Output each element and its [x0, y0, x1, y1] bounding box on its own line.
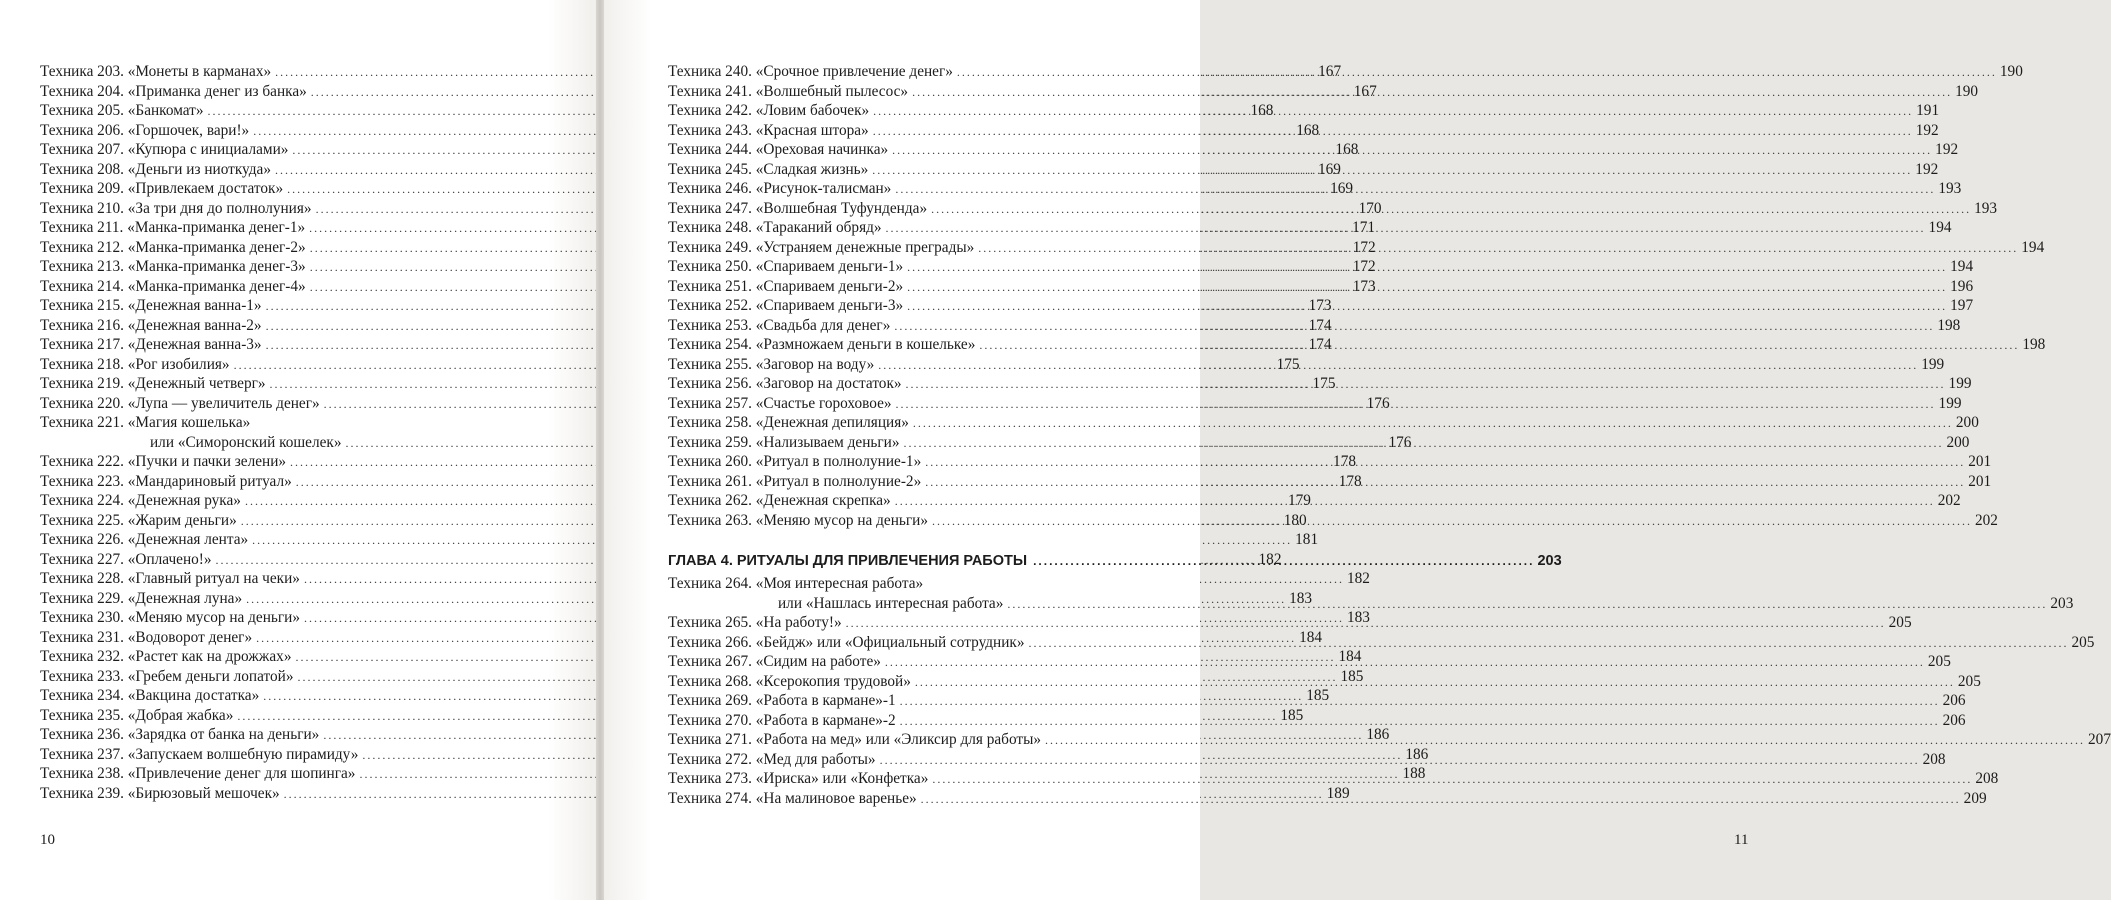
toc-entry [40, 530, 1319, 550]
toc-entry-page: 194 [2021, 238, 2045, 256]
toc-entry-page: 197 [1950, 297, 1974, 314]
toc-entry-page: 199 [1938, 394, 1962, 412]
toc-entry-title: Техника 205. «Банкомат» [40, 102, 204, 119]
dot-leader [904, 434, 1944, 454]
toc-entry-page: 208 [1922, 750, 1946, 768]
toc-entry-page: 193 [1974, 199, 1998, 217]
dot-leader [894, 317, 1934, 337]
toc-entry-title: Техника 253. «Свадьба для денег» [668, 316, 891, 334]
toc-entry-title: Техника 260. «Ритуал в полнолуние-1» [668, 453, 922, 470]
toc-entry-title: Техника 252. «Спариваем деньги-3» [668, 297, 904, 314]
dot-leader [878, 356, 1918, 376]
toc-entry-title: Техника 272. «Мед для работы» [668, 750, 876, 768]
toc-entry-page: 205 [1927, 653, 1951, 670]
toc-entry-title: Техника 222. «Пучки и пачки зелени» [40, 453, 287, 470]
toc-entry-title: Техника 225. «Жарим деньги» [40, 511, 237, 529]
toc-entry-page: 201 [1968, 472, 1992, 490]
toc-entry-title: Техника 233. «Гребем деньги лопатой» [40, 667, 294, 685]
toc-entry-page: 186 [1366, 726, 1390, 743]
dot-leader [906, 375, 1946, 395]
dot-leader [892, 141, 1932, 161]
dot-leader [932, 770, 1972, 790]
toc-entry-page: 209 [1963, 789, 1987, 807]
dot-leader [979, 336, 2019, 356]
dot-leader [1033, 550, 1534, 572]
toc-entry-page: 179 [1287, 492, 1311, 509]
toc-entry-page: 200 [1946, 433, 1970, 451]
toc-entry-page: 203 [2050, 594, 2074, 612]
toc-entry-page: 175 [1276, 355, 1300, 373]
toc-entry-title: Техника 239. «Бирюзовый мешочек» [40, 784, 280, 802]
toc-entry-title: Техника 210. «За три дня до полнолуния» [40, 199, 312, 217]
toc-entry-title: Техника 228. «Главный ритуал на чеки» [40, 570, 300, 587]
toc-entry-title: Техника 214. «Манка-приманка денег-4» [40, 277, 306, 295]
toc-entry-title: Техника 244. «Ореховая начинка» [668, 141, 889, 158]
toc-entry-page: 189 [1326, 784, 1350, 802]
toc-entry-title: Техника 242. «Ловим бабочек» [668, 102, 870, 119]
toc-entry-page: 194 [1928, 219, 1952, 236]
toc-entry-page: 198 [2022, 336, 2046, 353]
toc-entry-page: 171 [1352, 219, 1376, 236]
toc-entry-title: Техника 269. «Работа в кармане»-1 [668, 692, 896, 709]
toc-entry-title: Техника 250. «Спариваем деньги-1» [668, 258, 904, 275]
dot-leader [925, 453, 1965, 473]
page-number-left: 10 [40, 832, 55, 848]
toc-entry-title: Техника 262. «Денежная скрепка» [668, 492, 891, 509]
toc-entry-title: Техника 219. «Денежный четверг» [40, 375, 266, 392]
toc-entry-title: Техника 209. «Привлекаем достаток» [40, 180, 284, 197]
dot-leader [895, 492, 1935, 512]
toc-entry-page: 181 [1295, 531, 1319, 548]
toc-entry-title: Техника 245. «Сладкая жизнь» [668, 160, 869, 178]
toc-entry-title: Техника 263. «Меняю мусор на деньги» [668, 511, 928, 529]
dot-leader [925, 473, 1965, 493]
toc-entry-title: Техника 226. «Денежная лента» [40, 531, 249, 548]
toc-entry-page: 184 [1338, 648, 1362, 665]
toc-entry-page: 185 [1280, 706, 1304, 724]
toc-entry-title: Техника 267. «Сидим на работе» [668, 653, 881, 670]
dot-leader [886, 219, 1926, 239]
toc-entry-page: 193 [1938, 180, 1962, 197]
toc-entry-page: 173 [1308, 297, 1332, 314]
toc-entry [668, 413, 1979, 433]
toc-entry-title: Техника 255. «Заговор на воду» [668, 355, 875, 373]
toc-entry-title: Техника 254. «Размножаем деньги в кошельке» [668, 336, 976, 353]
dot-leader [913, 414, 1953, 434]
toc-entry-title: Техника 266. «Бейдж» или «Официальный сотрудник» [668, 633, 1025, 651]
toc-entry-title: Техника 227. «Оплачено!» [40, 550, 212, 568]
toc-entry-title: Техника 265. «На работу!» [668, 614, 842, 631]
toc-entry-page: 178 [1333, 453, 1356, 470]
toc-entry-title: Техника 232. «Растет как на дрожжах» [40, 648, 292, 665]
toc-entry-title: Техника 203. «Монеты в карманах» [40, 63, 272, 80]
dot-leader [885, 653, 1925, 673]
toc-entry-page: 185 [1306, 687, 1330, 704]
toc-entry-page: 182 [1258, 550, 1282, 568]
toc-entry-page: 168 [1250, 102, 1274, 119]
toc-entry-page: 205 [1888, 614, 1912, 631]
toc-entry-page: 201 [1968, 453, 1992, 470]
toc-entry-title: Техника 270. «Работа в кармане»-2 [668, 711, 896, 729]
dot-leader [907, 258, 1947, 278]
dot-leader [907, 297, 1947, 317]
toc-entry-first-line: Техника 264. «Моя интересная работа» [668, 575, 924, 592]
toc-entry-page: 192 [1915, 160, 1939, 178]
toc-entry-title: Техника 211. «Манка-приманка денег-1» [40, 219, 306, 236]
toc-entry-title: Техника 229. «Денежная луна» [40, 589, 243, 607]
toc-entry-page: 172 [1352, 258, 1376, 275]
toc-entry-page: 183 [1346, 609, 1370, 626]
toc-entry-title: Техника 206. «Горшочек, вари!» [40, 121, 250, 139]
toc-entry-title: Техника 251. «Спариваем деньги-2» [668, 277, 904, 295]
dot-leader [900, 692, 1940, 712]
toc-entry-title: Техника 273. «Ириска» или «Конфетка» [668, 770, 929, 787]
toc-entry-title: Техника 235. «Добрая жабка» [40, 706, 234, 724]
toc-entry-title: Техника 208. «Деньги из ниоткуда» [40, 160, 271, 178]
toc-entry-title: Техника 248. «Тараканий обряд» [668, 219, 882, 236]
toc-entry-page: 200 [1955, 414, 1979, 431]
toc-entry-page: 172 [1352, 238, 1376, 256]
toc-entry-page: 167 [1353, 82, 1377, 100]
toc-entry-page: 182 [1346, 570, 1370, 587]
toc-entry-title: Техника 237. «Запускаем волшебную пирамиду» [40, 745, 359, 763]
dot-leader [915, 673, 1955, 693]
dot-leader [957, 63, 1997, 83]
toc-entry-page: 207 [2088, 731, 2111, 748]
dot-leader [1045, 731, 2085, 751]
toc-entry-title: Техника 259. «Нализываем деньги» [668, 433, 900, 451]
toc-entry-page: 196 [1950, 277, 1974, 295]
dot-leader [978, 239, 2018, 259]
dot-leader [872, 161, 1912, 181]
toc-entry-title: Техника 258. «Денежная депиляция» [668, 414, 909, 431]
toc-entry-page: 199 [1948, 375, 1972, 392]
dot-leader [895, 180, 1935, 200]
dot-leader [932, 512, 1972, 532]
dot-leader [873, 102, 1913, 122]
toc-entry-page: 192 [1915, 121, 1939, 139]
toc-entry-page: 202 [1937, 492, 1961, 509]
toc-entry-title: Техника 234. «Вакцина достатка» [40, 687, 260, 704]
dot-leader [896, 395, 1936, 415]
toc-entry-page: 169 [1330, 180, 1354, 197]
toc-entry-page: 180 [1283, 511, 1307, 529]
toc-entry-title: Техника 212. «Манка-приманка денег-2» [40, 238, 306, 256]
dot-leader [912, 83, 1952, 103]
toc-entry-page: 206 [1942, 692, 1966, 709]
toc-entry-title: Техника 218. «Рог изобилия» [40, 355, 230, 373]
page-number-right: 11 [1734, 832, 1749, 848]
toc-entry-page: 190 [1999, 63, 2023, 80]
dot-leader [931, 200, 1971, 220]
dot-leader [1007, 595, 2047, 615]
toc-entry-page: 194 [1950, 258, 1974, 275]
dot-leader [846, 614, 1886, 634]
dot-leader [907, 278, 1947, 298]
toc-entry-title: Техника 256. «Заговор на достаток» [668, 375, 902, 392]
chapter-page: 203 [1537, 553, 1562, 569]
toc-entry-page: 206 [1942, 711, 1966, 729]
toc-entry-page: 175 [1312, 375, 1336, 392]
toc-entry-page: 185 [1340, 667, 1364, 685]
toc-entry-title: Техника 243. «Красная штора» [668, 121, 869, 139]
toc-entry-title: Техника 271. «Работа на мед» или «Эликсир для работы» [668, 731, 1042, 748]
toc-entry-title: Техника 217. «Денежная ванна-3» [40, 336, 262, 353]
toc-entry-page: 198 [1937, 316, 1961, 334]
toc-entry-title: Техника 207. «Купюра с инициалами» [40, 141, 289, 158]
book-gutter [596, 0, 604, 900]
toc-entry-title: Техника 223. «Мандариновый ритуал» [40, 472, 292, 490]
toc-entry-page: 183 [1289, 589, 1313, 607]
toc-entry-title: Техника 230. «Меняю мусор на деньги» [40, 609, 300, 626]
toc-entry-page: 167 [1318, 63, 1342, 80]
toc-entry-title: Техника 216. «Денежная ванна-2» [40, 316, 262, 334]
toc-entry-page: 190 [1955, 82, 1979, 100]
toc-entry-title: Техника 257. «Счастье гороховое» [668, 394, 892, 412]
dot-leader [900, 712, 1940, 732]
toc-entry-page: 168 [1296, 121, 1320, 139]
toc-entry-title: Техника 231. «Водоворот денег» [40, 628, 253, 646]
chapter-title: ГЛАВА 4. РИТУАЛЫ ДЛЯ ПРИВЛЕЧЕНИЯ РАБОТЫ [668, 553, 1028, 569]
dot-leader [880, 751, 1920, 771]
dot-leader [1029, 634, 2069, 654]
toc-entry-title: или «Нашлась интересная работа» [778, 594, 1004, 612]
toc-entry-first-line: Техника 221. «Магия кошелька» [40, 414, 251, 431]
toc-entry-page: 170 [1358, 199, 1382, 217]
toc-entry-title: или «Симоронский кошелек» [150, 433, 342, 451]
toc-entry-page: 191 [1916, 102, 1940, 119]
toc-entry-page: 184 [1299, 628, 1323, 646]
toc-entry-title: Техника 274. «На малиновое варенье» [668, 789, 917, 807]
toc-entry-title: Техника 224. «Денежная рука» [40, 492, 241, 509]
dot-leader [921, 790, 1961, 810]
toc-entry-title: Техника 241. «Волшебный пылесос» [668, 82, 909, 100]
toc-entry-title: Техника 213. «Манка-приманка денег-3» [40, 258, 306, 275]
toc-entry-title: Техника 204. «Приманка денег из банка» [40, 82, 307, 100]
toc-entry-page: 205 [2071, 633, 2095, 651]
toc-entry-title: Техника 238. «Привлечение денег для шопинга» [40, 765, 356, 782]
toc-entry-title: Техника 268. «Ксерокопия трудовой» [668, 672, 911, 690]
toc-entry-page: 202 [1974, 511, 1998, 529]
toc-entry-page: 205 [1957, 672, 1981, 690]
dot-leader [873, 122, 1913, 142]
toc-entry-page: 186 [1405, 745, 1429, 763]
toc-entry-title: Техника 220. «Лупа — увеличитель денег» [40, 394, 320, 412]
toc-entry-page: 199 [1921, 355, 1945, 373]
toc-entry-page: 173 [1352, 277, 1376, 295]
toc-entry-title: Техника 215. «Денежная ванна-1» [40, 297, 262, 314]
toc-entry-title: Техника 247. «Волшебная Туфунденда» [668, 199, 928, 217]
toc-entry-title: Техника 246. «Рисунок-талисман» [668, 180, 892, 197]
toc-entry-page: 188 [1402, 765, 1426, 782]
toc-entry-title: Техника 261. «Ритуал в полнолуние-2» [668, 472, 922, 490]
toc-entry-title: Техника 240. «Срочное привлечение денег» [668, 63, 953, 80]
toc-entry-page: 176 [1388, 433, 1412, 451]
toc-entry-page: 169 [1317, 160, 1341, 178]
toc-entry-page: 178 [1338, 472, 1362, 490]
toc-entry-page: 174 [1308, 316, 1332, 334]
toc-entry-title: Техника 236. «Зарядка от банка на деньги» [40, 726, 320, 743]
toc-entry-title: Техника 249. «Устраняем денежные преграды» [668, 238, 975, 256]
toc-entry-page: 192 [1935, 141, 1959, 158]
toc-entry-page: 174 [1308, 336, 1332, 353]
toc-entry-page: 168 [1335, 141, 1359, 158]
toc-entry-page: 176 [1366, 394, 1390, 412]
toc-entry-page: 208 [1975, 770, 1999, 787]
